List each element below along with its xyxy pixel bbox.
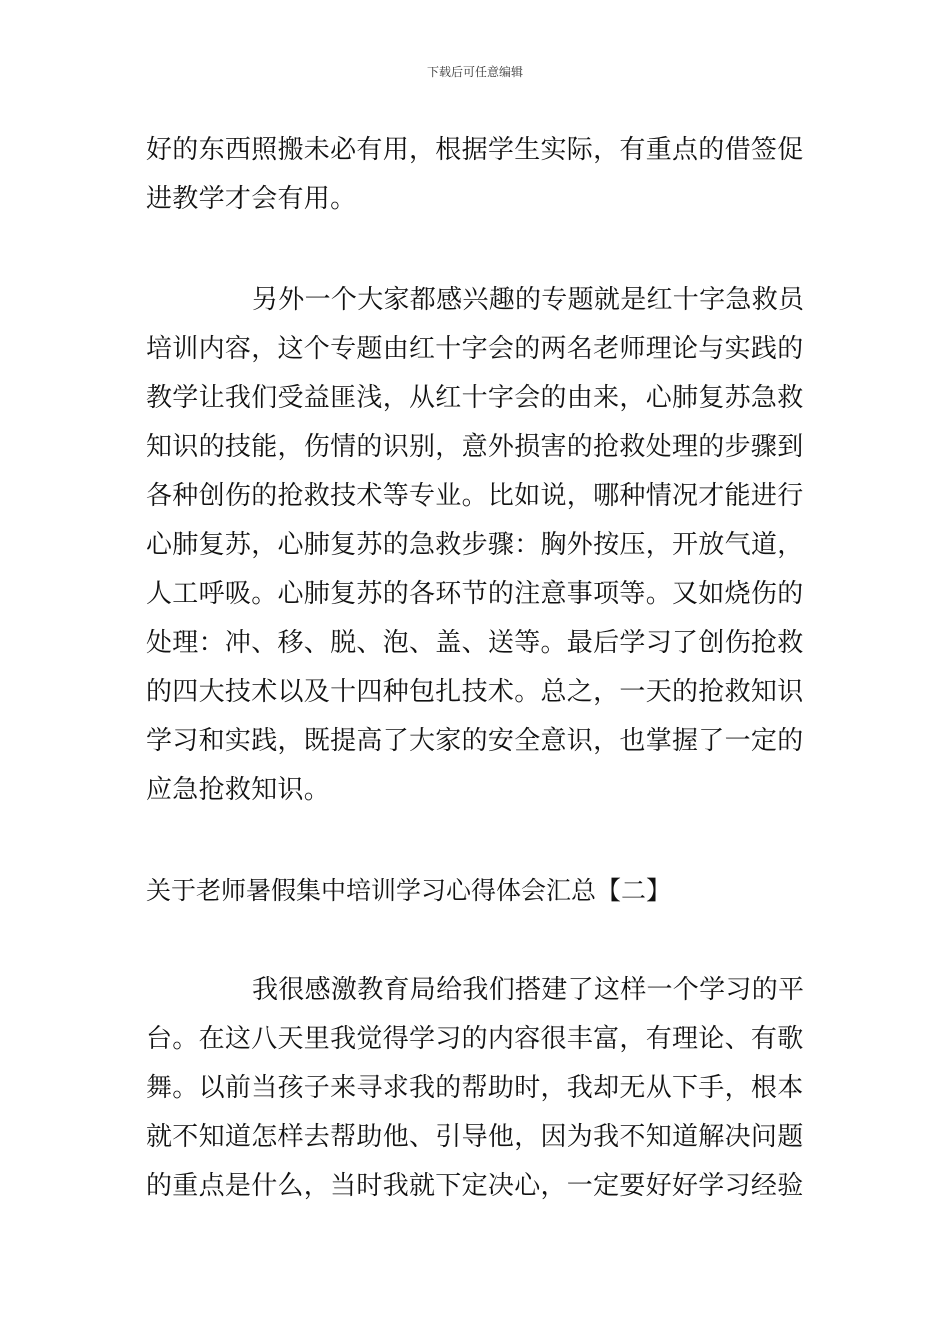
text-line: 舞。以前当孩子来寻求我的帮助时，我却无从下手，根本 (146, 1073, 804, 1103)
text-line: 应急抢救知识。 (146, 775, 331, 805)
text-line: 各种创伤的抢救技术等专业。比如说，哪种情况才能进行 (146, 481, 804, 511)
text-line: 知识的技能，伤情的识别，意外损害的抢救处理的步骤到 (146, 432, 804, 462)
text-line: 学习和实践，既提高了大家的安全意识，也掌握了一定的 (146, 726, 804, 756)
text-line: 好的东西照搬未必有用，根据学生实际，有重点的借签促 (146, 135, 804, 165)
text-line: 处理：冲、移、脱、泡、盖、送等。最后学习了创伤抢救 (146, 628, 804, 658)
text-line: 培训内容，这个专题由红十字会的两名老师理论与实践的 (146, 334, 804, 364)
text-line: 心肺复苏，心肺复苏的急救步骤：胸外按压，开放气道， (146, 530, 804, 560)
text-line: 教学让我们受益匪浅，从红十字会的由来，心肺复苏急救 (146, 383, 804, 413)
text-line: 我很感激教育局给我们搭建了这样一个学习的平 (252, 975, 805, 1005)
text-line: 台。在这八天里我觉得学习的内容很丰富，有理论、有歌 (146, 1024, 804, 1054)
section-heading: 关于老师暑假集中培训学习心得体会汇总【二】 (146, 876, 672, 905)
paragraph-1 (146, 126, 806, 224)
document-body (146, 126, 806, 1211)
text-line: 进教学才会有用。 (146, 184, 357, 214)
text-line: 人工呼吸。心肺复苏的各环节的注意事项等。又如烧伤的 (146, 579, 804, 609)
paragraph-3 (146, 966, 806, 1211)
text-line: 的重点是什么，当时我就下定决心，一定要好好学习经验 (146, 1171, 804, 1201)
page-header: 下载后可任意编辑 (426, 65, 523, 79)
text-line: 的四大技术以及十四种包扎技术。总之，一天的抢救知识 (146, 677, 804, 707)
text-line: 另外一个大家都感兴趣的专题就是红十字急救员 (252, 285, 805, 315)
paragraph-2 (146, 276, 806, 815)
text-line: 就不知道怎样去帮助他、引导他，因为我不知道解决问题 (146, 1122, 804, 1152)
